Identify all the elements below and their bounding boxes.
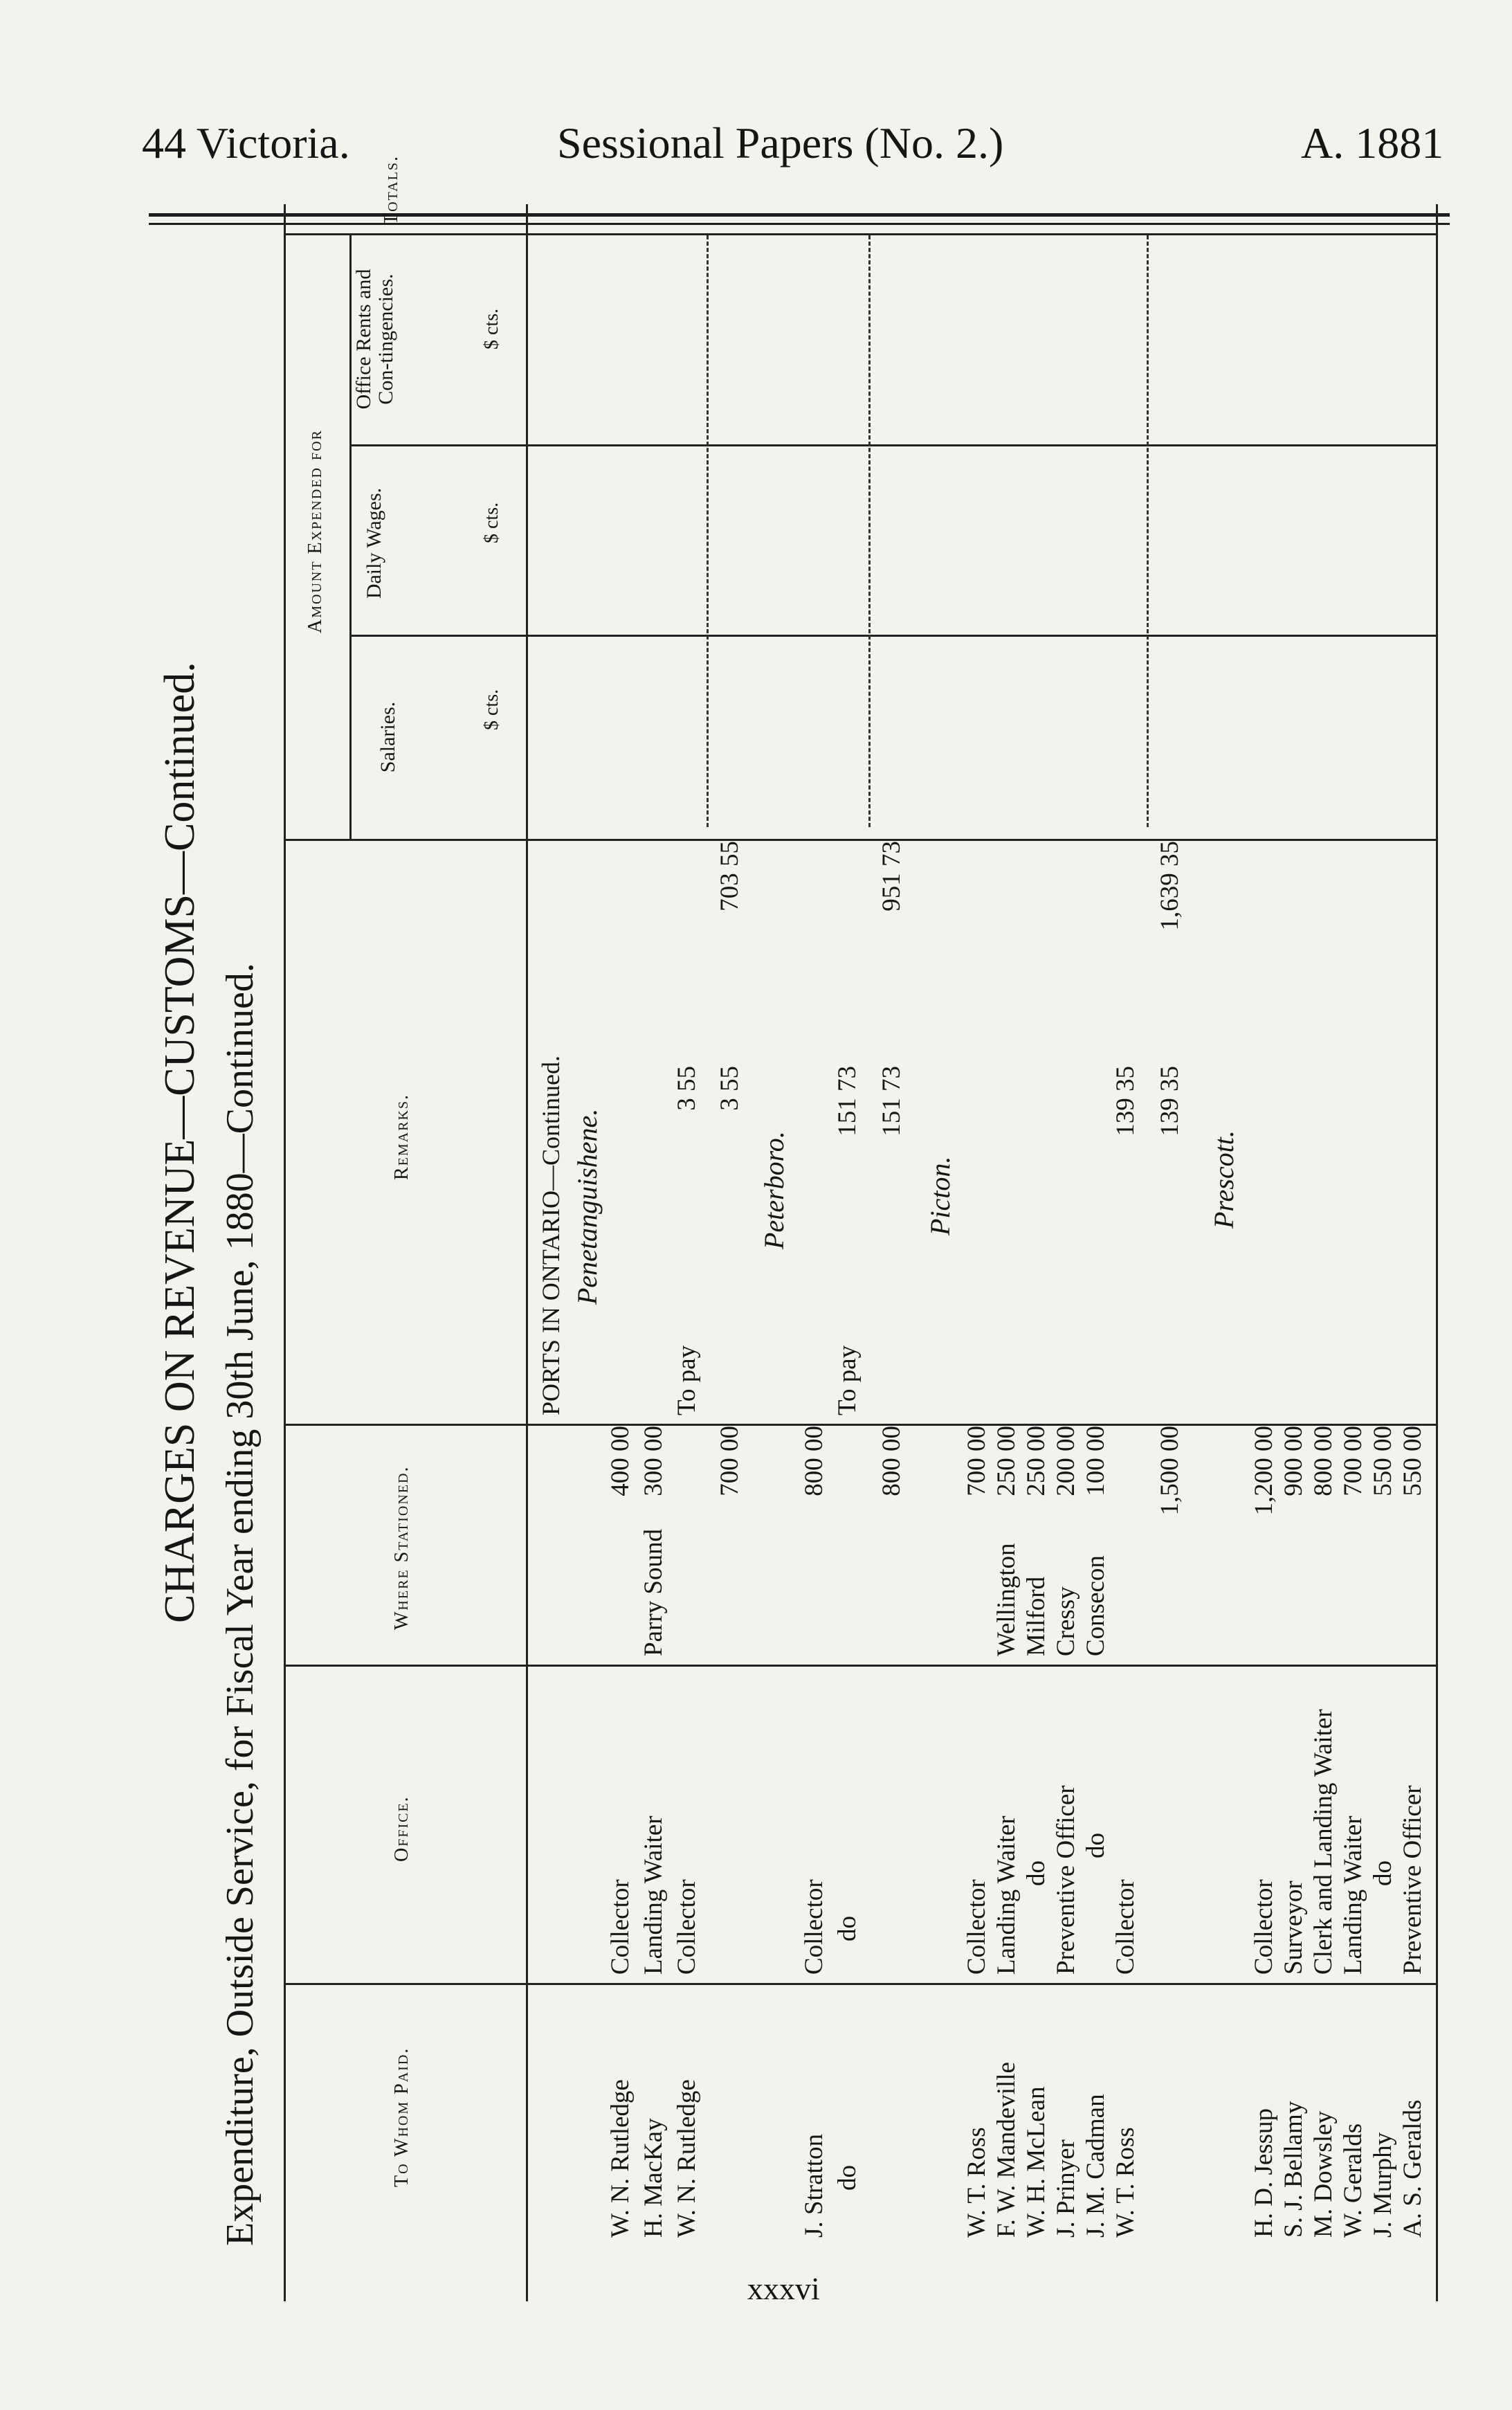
table-subtitle: Expenditure, Outside Service, for Fiscal Year ending 30th June, 1880—Continued. [219,963,262,2246]
office-title: Collector [1111,1879,1140,1975]
payee-name: W. T. Ross [1111,2127,1140,2238]
table-row [672,204,705,2315]
header-where-stationed: Where Stationed. [391,1465,412,1630]
office-title: Collector [673,1879,701,1975]
running-head-right: A. 1881 [1301,118,1444,167]
rent-value: 3 55 [673,1066,701,1111]
section-label-penetanguishene: Penetanguishene. [572,1108,603,1305]
salary-value: 300 00 [639,1426,668,1496]
subtotal-rent: 3 55 [716,1066,744,1111]
header-bottom-rule [526,204,528,2301]
salary-value: 700 00 [963,1426,991,1496]
office-title: Preventive Officer [1399,1785,1427,1975]
salary-value: 400 00 [606,1426,635,1496]
header-amount-expended: Amount Expended for [304,429,326,633]
office-title: Clerk and Landing Waiter [1309,1709,1338,1975]
payee-name: W. H. McLean [1022,2086,1050,2238]
payee-name: W. T. Ross [963,2127,991,2238]
salary-value: 800 00 [800,1426,828,1496]
office-title: Collector [606,1879,635,1975]
subtotal-salary: 700 00 [716,1426,744,1496]
subtotal-rent: 139 35 [1156,1066,1184,1136]
office-title: Surveyor [1279,1881,1308,1975]
payee-name: S. J. Bellamy [1279,2101,1308,2238]
header-to-whom-paid: To Whom Paid. [391,2047,412,2187]
payee-name: J. Prinyer [1052,2139,1080,2238]
payee-name: W. N. Rutledge [606,2079,635,2238]
table-row [639,204,672,2315]
rent-value: 151 73 [833,1066,862,1136]
running-head-left: 44 Victoria. [142,118,350,167]
salary-value: 550 00 [1399,1426,1427,1496]
section-label-peterboro: Peterboro. [758,1131,790,1249]
header-remarks: Remarks. [391,1093,412,1180]
station-name: Parry Sound [639,1529,668,1656]
header-office-rents: Office Rents and Con-tingencies. [352,269,397,410]
table-row [605,204,639,2315]
payee-name: J. Murphy [1369,2132,1397,2238]
table-row [1338,204,1372,2315]
payee-name: A. S. Geralds [1399,2099,1427,2238]
subtotal-row [715,204,748,2315]
table-row [992,204,1025,2315]
table-row [799,204,832,2315]
office-title: do [1022,1860,1050,1886]
salary-value: 700 00 [1339,1426,1367,1496]
payee-name: W. Geralds [1339,2123,1367,2238]
office-title: Landing Waiter [992,1815,1021,1975]
section-total: 703 55 [716,841,744,912]
office-title: Preventive Officer [1052,1785,1080,1975]
station-name: Cressy [1052,1586,1080,1656]
subtotal-salary: 800 00 [877,1426,906,1496]
table-bottom-rule [1436,204,1438,2301]
payee-name: do [833,2165,862,2191]
table-title: CHARGES ON REVENUE—CUSTOMS—Continued. [156,662,203,1623]
salary-value: 900 00 [1279,1426,1308,1496]
rent-value: 139 35 [1111,1066,1140,1136]
table-row [1309,204,1342,2315]
unit-salaries: $ cts. [481,689,502,730]
salary-value: 1,200 00 [1250,1426,1278,1516]
table-row [962,204,995,2315]
office-title: Collector [1250,1879,1278,1975]
subtotal-rule [1147,235,1149,827]
table-row [1021,204,1055,2315]
subtotal-rent: 151 73 [877,1066,906,1136]
page-folio: xxxvi [747,2271,820,2306]
table-row [1249,204,1282,2315]
payee-name: F. W. Mandeville [992,2062,1021,2238]
salary-value: 800 00 [1309,1426,1338,1496]
station-name: Consecon [1082,1555,1110,1656]
table-row [1279,204,1312,2315]
office-title: Landing Waiter [1339,1815,1367,1975]
office-title: Collector [963,1879,991,1975]
payee-name: M. Dowsley [1309,2111,1338,2238]
header-totals: Totals. [381,155,402,225]
table-row [1368,204,1401,2315]
subtotal-row [1155,204,1188,2315]
payee-name: H. MacKay [639,2118,668,2238]
section-total: 1,639 35 [1156,841,1184,931]
subtotal-rule [868,235,871,827]
office-title: Landing Waiter [639,1815,668,1975]
payee-name: J. Stratton [800,2133,828,2238]
subtotal-rule [707,235,709,827]
table-row [832,204,866,2315]
table-row [1398,204,1431,2315]
subtotal-salary: 1,500 00 [1156,1426,1184,1516]
section-label-picton: Picton. [924,1156,956,1235]
unit-rents: $ cts. [481,308,502,350]
table-row [1051,204,1084,2315]
expenditure-table [149,155,1450,2315]
salary-value: 250 00 [992,1426,1021,1496]
table-row [1111,204,1144,2315]
office-title: do [833,1916,862,1941]
payee-name: H. D. Jessup [1250,2108,1278,2238]
unit-wages: $ cts. [481,502,502,543]
office-title: Collector [800,1879,828,1975]
amount-group-rule [349,235,352,841]
header-daily-wages: Daily Wages. [363,487,385,599]
remark-text: To pay [833,1345,862,1415]
running-head-center: Sessional Papers (No. 2.) [557,118,1004,167]
section-label-prescott: Prescott. [1208,1130,1239,1229]
table-row [1081,204,1114,2315]
header-office: Office. [391,1795,412,1862]
header-salaries: Salaries. [376,701,399,773]
salary-value: 550 00 [1369,1426,1397,1496]
ports-heading: PORTS IN ONTARIO—Continued. [537,1055,565,1415]
station-name: Wellington [992,1543,1021,1656]
salary-value: 250 00 [1022,1426,1050,1496]
subtotal-row [877,204,910,2315]
section-total: 951 73 [877,841,906,912]
office-title: do [1082,1833,1110,1858]
payee-name: W. N. Rutledge [673,2079,701,2238]
station-name: Milford [1022,1576,1050,1656]
payee-name: J. M. Cadman [1082,2094,1110,2238]
office-title: do [1369,1860,1397,1886]
salary-value: 200 00 [1052,1426,1080,1496]
salary-value: 100 00 [1082,1426,1110,1496]
table-top-rule [284,204,286,2301]
remark-text: To pay [673,1345,701,1415]
